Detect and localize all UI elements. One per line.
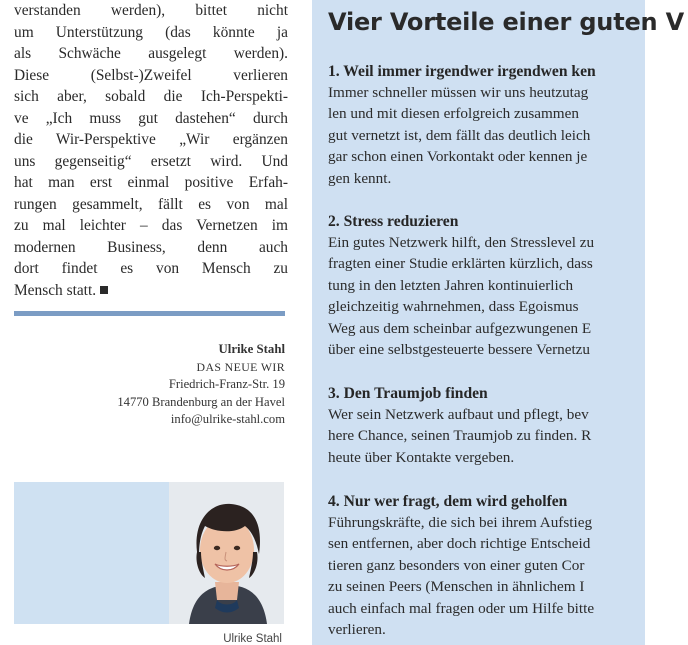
section-line: gleichzeitig wahrnehmen, dass Egoismus xyxy=(328,298,579,316)
divider-rule xyxy=(14,311,285,316)
section-line: Immer schneller müssen wir uns heutzutag xyxy=(328,84,589,101)
sidebar-section-4 xyxy=(328,492,688,640)
article-line: rungen gesammelt, fällt es von mal xyxy=(14,195,288,213)
sidebar-section-2 xyxy=(328,212,688,360)
section-line: sen entfernen, aber doch richtige Entscheid xyxy=(328,535,591,553)
contact-name: Ulrike Stahl xyxy=(218,342,285,356)
section-line: here Chance, seinen Traumjob zu finden. R xyxy=(328,427,592,445)
section-line: gut vernetzt ist, dem fällt das deutlich leich xyxy=(328,126,591,144)
portrait-illustration xyxy=(169,482,284,624)
section-line: gar schon einen Vorkontakt oder kennen je xyxy=(328,148,588,166)
article-line: hat man erst einmal positive Erfah- xyxy=(14,174,288,191)
portrait-photo xyxy=(169,482,284,624)
section-line: Wer sein Netzwerk aufbaut und pflegt, bev xyxy=(328,406,589,423)
article-line: als Schwäche ausgelegt werden). xyxy=(14,45,288,62)
section-line: über eine selbstgesteuerte bessere Vernetzu xyxy=(328,341,591,359)
contact-street: Friedrich-Franz-Str. 19 xyxy=(168,377,285,391)
section-line: Weg aus dem scheinbar aufgezwungenen E xyxy=(328,319,592,337)
article-line: uns gegenseitig“ ersetzt wird. Und xyxy=(14,152,288,170)
section-heading: 2. Stress reduzieren xyxy=(328,213,459,230)
article-line: modernen Business, denn auch xyxy=(14,238,288,256)
sidebar-section-1 xyxy=(328,62,688,189)
section-line: Führungskräfte, die sich bei ihrem Aufstieg xyxy=(328,514,593,531)
article-line-text: Mensch statt. xyxy=(14,281,97,299)
article-line: ve „Ich muss gut dastehen“ durch xyxy=(14,109,288,127)
section-line: tung in den letzten Jahren kontinuierlich xyxy=(328,276,574,294)
section-line: auch einfach mal fragen oder um Hilfe bitte xyxy=(328,599,595,617)
section-line: zu seinen Peers (Menschen in ähnlichem I xyxy=(328,578,585,596)
article-line: um Unterstützung (das könnte ja xyxy=(14,23,288,41)
sidebar-section-3 xyxy=(328,384,688,468)
contact-block xyxy=(11,341,285,429)
article-line: dort findet es von Mensch zu xyxy=(14,260,288,277)
photo-caption: Ulrike Stahl xyxy=(223,633,282,645)
article-line: verstanden werden), bittet nicht xyxy=(14,2,288,19)
article-line: Diese (Selbst-)Zweifel verlieren xyxy=(14,66,288,84)
section-heading: 3. Den Traumjob finden xyxy=(328,385,488,402)
left-article-column xyxy=(14,0,288,301)
sidebar-box xyxy=(312,0,684,645)
section-line: tieren ganz besonders von einer guten Cor xyxy=(328,556,585,574)
article-line: sich aber, sobald die Ich-Perspekti- xyxy=(14,88,288,105)
section-heading: 4. Nur wer fragt, dem wird geholfen xyxy=(328,493,568,510)
section-heading: 1. Weil immer irgendwer irgendwen ken xyxy=(328,63,596,80)
section-line: gen kennt. xyxy=(328,169,392,187)
end-square-icon xyxy=(100,286,108,294)
article-line-last xyxy=(14,280,288,302)
section-line: heute über Kontakte vergeben. xyxy=(328,448,515,466)
contact-organization: DAS NEUE WIR xyxy=(196,359,285,374)
contact-city: 14770 Brandenburg an der Havel xyxy=(117,394,285,409)
portrait-frame xyxy=(14,482,284,624)
contact-email[interactable]: info@ulrike-stahl.com xyxy=(170,412,285,426)
section-line: Ein gutes Netzwerk hilft, den Stresslevel zu xyxy=(328,234,595,251)
article-line: zu mal leichter – das Vernetzen im xyxy=(14,217,288,234)
sidebar-title: Vier Vorteile einer guten V xyxy=(328,8,684,36)
section-line: len und mit diesen erfolgreich zusammen xyxy=(328,105,579,123)
section-line: fragten einer Studie erklärten kürzlich, dass xyxy=(328,255,593,273)
section-line: verlieren. xyxy=(328,621,386,639)
article-line: die Wir-Perspektive „Wir ergänzen xyxy=(14,131,288,148)
article-text xyxy=(14,0,288,301)
